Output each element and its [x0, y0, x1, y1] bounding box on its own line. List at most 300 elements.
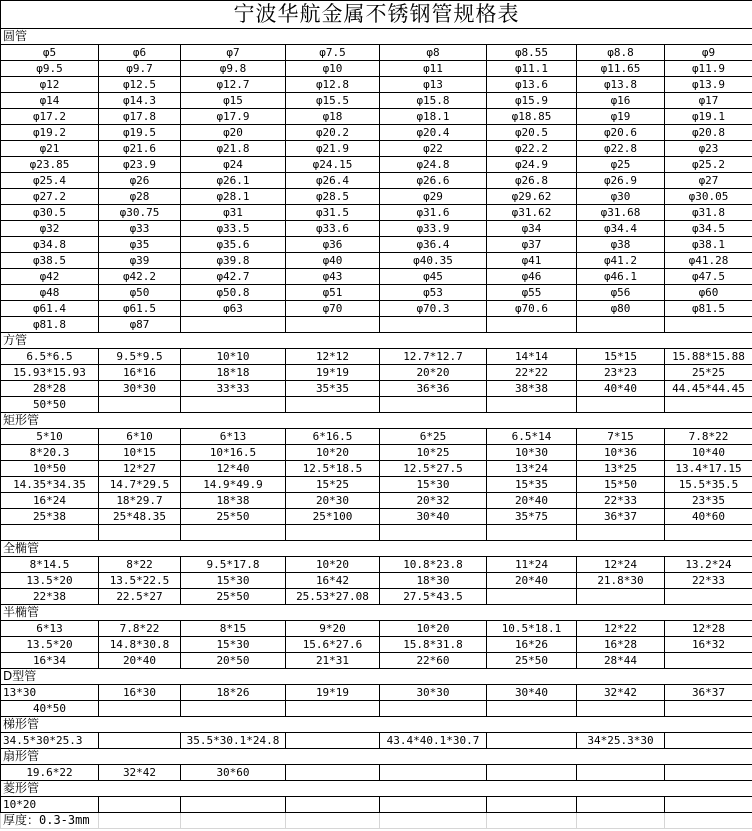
spec-cell: 12*12: [286, 349, 380, 365]
section-row-square-pipe: [1, 333, 752, 349]
spec-cell: φ12.7: [181, 77, 286, 93]
spec-cell: φ8: [380, 45, 487, 61]
spec-cell: φ42: [1, 269, 99, 285]
spec-cell: 20*40: [487, 493, 577, 509]
spec-cell: 20*32: [380, 493, 487, 509]
spec-cell: 35*75: [487, 509, 577, 525]
spec-cell: [380, 397, 487, 413]
spec-cell: φ20.4: [380, 125, 487, 141]
spec-cell: φ14: [1, 93, 99, 109]
spec-cell: [487, 525, 577, 541]
spec-cell: 43.4*40.1*30.7: [380, 733, 487, 749]
spec-cell: 38*38: [487, 381, 577, 397]
spec-table-body: [1, 29, 752, 813]
spec-cell: φ36: [286, 237, 380, 253]
spec-cell: 40*40: [577, 381, 665, 397]
spec-cell: φ11.1: [487, 61, 577, 77]
spec-cell: [487, 589, 577, 605]
spec-cell: φ24: [181, 157, 286, 173]
spec-cell: φ29: [380, 189, 487, 205]
section-label-round-pipe: 圆管: [1, 29, 752, 45]
spec-cell: 22*22: [487, 365, 577, 381]
spec-cell: φ5: [1, 45, 99, 61]
spec-cell: [380, 701, 487, 717]
spec-row: [1, 77, 752, 93]
spec-cell: 36*37: [577, 509, 665, 525]
spec-cell: 15.93*15.93: [1, 365, 99, 381]
spec-cell: φ30.75: [99, 205, 181, 221]
spec-cell: φ13.6: [487, 77, 577, 93]
spec-cell: φ26.1: [181, 173, 286, 189]
spec-row: [1, 205, 752, 221]
spec-cell: 19.6*22: [1, 765, 99, 781]
spec-cell: φ19.5: [99, 125, 181, 141]
spec-row: [1, 525, 752, 541]
spec-cell: φ7: [181, 45, 286, 61]
spec-row: [1, 317, 752, 333]
spec-cell: [665, 589, 752, 605]
spec-cell: 25*38: [1, 509, 99, 525]
spec-cell: φ24.8: [380, 157, 487, 173]
spec-cell: φ18: [286, 109, 380, 125]
spec-cell: 16*32: [665, 637, 752, 653]
spec-cell: [1, 525, 99, 541]
spec-cell: 6*10: [99, 429, 181, 445]
spec-cell: 28*44: [577, 653, 665, 669]
spec-cell: φ12: [1, 77, 99, 93]
spec-cell: φ35: [99, 237, 181, 253]
footer-empty-cell: [181, 813, 286, 829]
spec-cell: φ45: [380, 269, 487, 285]
spec-cell: [181, 525, 286, 541]
spec-row: [1, 797, 752, 813]
spec-cell: [665, 765, 752, 781]
spec-cell: 6*16.5: [286, 429, 380, 445]
spec-cell: 15.5*35.5: [665, 477, 752, 493]
spec-cell: [665, 701, 752, 717]
spec-cell: 13.4*17.15: [665, 461, 752, 477]
spec-row: [1, 237, 752, 253]
spec-cell: 14*14: [487, 349, 577, 365]
spec-cell: 22.5*27: [99, 589, 181, 605]
spec-cell: 40*50: [1, 701, 99, 717]
spec-row: [1, 285, 752, 301]
spec-cell: [286, 797, 380, 813]
spec-cell: φ33.6: [286, 221, 380, 237]
spec-cell: 36*37: [665, 685, 752, 701]
spec-row: [1, 269, 752, 285]
spec-cell: 15*35: [487, 477, 577, 493]
spec-cell: 25*48.35: [99, 509, 181, 525]
section-label-trapezoid-pipe: 梯形管: [1, 717, 752, 733]
spec-cell: 13.2*24: [665, 557, 752, 573]
spec-row: [1, 349, 752, 365]
spec-row: [1, 493, 752, 509]
spec-cell: 28*28: [1, 381, 99, 397]
spec-cell: [487, 797, 577, 813]
spec-row: [1, 701, 752, 717]
spec-cell: 14.35*34.35: [1, 477, 99, 493]
spec-cell: [380, 797, 487, 813]
spec-cell: φ24.9: [487, 157, 577, 173]
spec-cell: φ31: [181, 205, 286, 221]
spec-cell: φ20: [181, 125, 286, 141]
spec-cell: 22*60: [380, 653, 487, 669]
spec-cell: 18*30: [380, 573, 487, 589]
spec-cell: 10*16.5: [181, 445, 286, 461]
spec-cell: φ11.65: [577, 61, 665, 77]
spec-cell: 13*24: [487, 461, 577, 477]
section-row-trapezoid-pipe: [1, 717, 752, 733]
spec-cell: 10*50: [1, 461, 99, 477]
spec-cell: 15.8*31.8: [380, 637, 487, 653]
spec-cell: φ30: [577, 189, 665, 205]
spec-cell: φ39.8: [181, 253, 286, 269]
footer-empty-cell: [380, 813, 487, 829]
spec-cell: [286, 317, 380, 333]
thickness-row: [1, 813, 752, 829]
spec-cell: [577, 797, 665, 813]
spec-cell: φ10: [286, 61, 380, 77]
spec-cell: φ26.6: [380, 173, 487, 189]
spec-row: [1, 477, 752, 493]
spec-cell: 22*38: [1, 589, 99, 605]
spec-cell: 18*26: [181, 685, 286, 701]
spec-cell: 15*30: [181, 637, 286, 653]
spec-cell: [286, 733, 380, 749]
section-label-half-oval-pipe: 半椭管: [1, 605, 752, 621]
spec-cell: φ15: [181, 93, 286, 109]
spec-cell: φ31.68: [577, 205, 665, 221]
spec-cell: 12*24: [577, 557, 665, 573]
spec-cell: 12*28: [665, 621, 752, 637]
spec-cell: φ87: [99, 317, 181, 333]
spec-cell: 7.8*22: [99, 621, 181, 637]
spec-cell: 21.8*30: [577, 573, 665, 589]
spec-cell: [487, 765, 577, 781]
spec-cell: φ31.6: [380, 205, 487, 221]
spec-cell: 8*20.3: [1, 445, 99, 461]
spec-cell: 18*29.7: [99, 493, 181, 509]
spec-cell: 8*14.5: [1, 557, 99, 573]
spec-cell: φ60: [665, 285, 752, 301]
spec-cell: 12*40: [181, 461, 286, 477]
spec-cell: 10*25: [380, 445, 487, 461]
spec-cell: φ43: [286, 269, 380, 285]
spec-cell: 30*40: [380, 509, 487, 525]
spec-cell: 10*20: [286, 557, 380, 573]
spec-cell: [577, 765, 665, 781]
spec-cell: φ20.8: [665, 125, 752, 141]
spec-cell: 10*15: [99, 445, 181, 461]
spec-cell: 44.45*44.45: [665, 381, 752, 397]
spec-cell: [99, 733, 181, 749]
spec-cell: 15.6*27.6: [286, 637, 380, 653]
spec-row: [1, 509, 752, 525]
section-row-half-oval-pipe: [1, 605, 752, 621]
spec-cell: 14.7*29.5: [99, 477, 181, 493]
spec-cell: 5*10: [1, 429, 99, 445]
spec-cell: [665, 397, 752, 413]
spec-cell: 16*24: [1, 493, 99, 509]
spec-cell: 34.5*30*25.3: [1, 733, 99, 749]
spec-row: [1, 685, 752, 701]
spec-cell: φ20.2: [286, 125, 380, 141]
spec-cell: φ25: [577, 157, 665, 173]
spec-row: [1, 733, 752, 749]
spec-row: [1, 397, 752, 413]
spec-cell: 6*13: [181, 429, 286, 445]
spec-cell: φ38.1: [665, 237, 752, 253]
spec-cell: 10*20: [1, 797, 99, 813]
spec-row: [1, 573, 752, 589]
spec-cell: φ34.4: [577, 221, 665, 237]
spec-row: [1, 429, 752, 445]
spec-cell: 23*23: [577, 365, 665, 381]
spec-row: [1, 557, 752, 573]
spec-cell: [487, 397, 577, 413]
spec-cell: 10*10: [181, 349, 286, 365]
spec-row: [1, 461, 752, 477]
spec-cell: [380, 317, 487, 333]
footer-empty-cell: [577, 813, 665, 829]
spec-cell: φ11.9: [665, 61, 752, 77]
spec-cell: 9.5*17.8: [181, 557, 286, 573]
spec-cell: φ14.3: [99, 93, 181, 109]
spec-cell: 25*50: [181, 589, 286, 605]
spec-cell: φ36.4: [380, 237, 487, 253]
spec-cell: [380, 765, 487, 781]
spec-cell: φ34.5: [665, 221, 752, 237]
spec-row: [1, 621, 752, 637]
spec-cell: 12*27: [99, 461, 181, 477]
spec-cell: [181, 701, 286, 717]
spec-cell: 25*50: [487, 653, 577, 669]
spec-row: [1, 365, 752, 381]
spec-cell: φ42.7: [181, 269, 286, 285]
spec-cell: φ18.1: [380, 109, 487, 125]
section-row-d-type-pipe: [1, 669, 752, 685]
spec-cell: φ17.8: [99, 109, 181, 125]
spec-cell: 10*40: [665, 445, 752, 461]
section-label-d-type-pipe: D型管: [1, 669, 752, 685]
spec-cell: 9.5*9.5: [99, 349, 181, 365]
spec-cell: φ40.35: [380, 253, 487, 269]
spec-cell: φ8.55: [487, 45, 577, 61]
spec-cell: φ70: [286, 301, 380, 317]
spec-cell: [181, 397, 286, 413]
spec-cell: 15*15: [577, 349, 665, 365]
spec-cell: 30*30: [99, 381, 181, 397]
spec-cell: 30*40: [487, 685, 577, 701]
spec-cell: 10.5*18.1: [487, 621, 577, 637]
spec-cell: 12.5*27.5: [380, 461, 487, 477]
spec-cell: 25.53*27.08: [286, 589, 380, 605]
spec-cell: φ37: [487, 237, 577, 253]
section-row-sector-pipe: [1, 749, 752, 765]
spec-cell: [99, 397, 181, 413]
spec-cell: 10*20: [286, 445, 380, 461]
spec-cell: φ30.5: [1, 205, 99, 221]
spec-cell: φ33.5: [181, 221, 286, 237]
footer-empty-cell: [99, 813, 181, 829]
spec-cell: φ15.8: [380, 93, 487, 109]
section-row-round-pipe: [1, 29, 752, 45]
spec-row: [1, 125, 752, 141]
spec-cell: 10*20: [380, 621, 487, 637]
spec-cell: 12.5*18.5: [286, 461, 380, 477]
spec-cell: [99, 701, 181, 717]
spec-cell: 10.8*23.8: [380, 557, 487, 573]
spec-cell: φ15.9: [487, 93, 577, 109]
spec-cell: φ34.8: [1, 237, 99, 253]
spec-cell: 19*19: [286, 685, 380, 701]
spec-cell: φ31.5: [286, 205, 380, 221]
spec-cell: φ24.15: [286, 157, 380, 173]
spec-cell: [665, 797, 752, 813]
spec-cell: φ21.6: [99, 141, 181, 157]
spec-cell: φ6: [99, 45, 181, 61]
spec-row: [1, 765, 752, 781]
spec-cell: 16*26: [487, 637, 577, 653]
spec-cell: φ23: [665, 141, 752, 157]
spec-cell: [181, 797, 286, 813]
spec-row: [1, 221, 752, 237]
footer-body: [1, 813, 752, 829]
spec-cell: 14.8*30.8: [99, 637, 181, 653]
spec-cell: φ33.9: [380, 221, 487, 237]
spec-cell: φ15.5: [286, 93, 380, 109]
spec-cell: φ27.2: [1, 189, 99, 205]
spec-cell: 12.7*12.7: [380, 349, 487, 365]
section-label-full-oval-pipe: 全椭管: [1, 541, 752, 557]
spec-cell: [577, 397, 665, 413]
section-row-rectangular-pipe: [1, 413, 752, 429]
thickness-note: 厚度：0.3-3mm: [1, 813, 99, 829]
spec-cell: φ17: [665, 93, 752, 109]
spec-cell: φ26.8: [487, 173, 577, 189]
spec-cell: φ8.8: [577, 45, 665, 61]
spec-row: [1, 45, 752, 61]
spec-cell: 15.88*15.88: [665, 349, 752, 365]
spec-cell: 23*35: [665, 493, 752, 509]
spec-cell: 22*33: [577, 493, 665, 509]
spec-row: [1, 173, 752, 189]
spec-cell: 7.8*22: [665, 429, 752, 445]
spec-cell: φ28.5: [286, 189, 380, 205]
spec-row: [1, 381, 752, 397]
spec-cell: φ46.1: [577, 269, 665, 285]
spec-cell: φ25.4: [1, 173, 99, 189]
spec-cell: 30*60: [181, 765, 286, 781]
spec-cell: 9*20: [286, 621, 380, 637]
spec-cell: 7*15: [577, 429, 665, 445]
spec-cell: 16*42: [286, 573, 380, 589]
spec-cell: 6.5*14: [487, 429, 577, 445]
spec-cell: φ39: [99, 253, 181, 269]
spec-row: [1, 141, 752, 157]
spec-cell: φ38.5: [1, 253, 99, 269]
footer-empty-cell: [665, 813, 752, 829]
spec-cell: 33*33: [181, 381, 286, 397]
spec-cell: φ19: [577, 109, 665, 125]
spec-cell: φ32: [1, 221, 99, 237]
spec-cell: 13*30: [1, 685, 99, 701]
spec-cell: 15*30: [380, 477, 487, 493]
spec-cell: [577, 525, 665, 541]
spec-cell: 16*28: [577, 637, 665, 653]
spec-cell: φ70.6: [487, 301, 577, 317]
spec-cell: 6*13: [1, 621, 99, 637]
spec-cell: [487, 701, 577, 717]
spec-cell: φ26.9: [577, 173, 665, 189]
spec-cell: 13*25: [577, 461, 665, 477]
spec-cell: φ50: [99, 285, 181, 301]
spec-cell: 16*16: [99, 365, 181, 381]
spec-cell: 21*31: [286, 653, 380, 669]
spec-cell: φ25.2: [665, 157, 752, 173]
spec-cell: [286, 525, 380, 541]
spec-cell: φ51: [286, 285, 380, 301]
spec-cell: φ20.5: [487, 125, 577, 141]
spec-cell: φ41.28: [665, 253, 752, 269]
spec-cell: φ26.4: [286, 173, 380, 189]
spec-cell: φ34: [487, 221, 577, 237]
spec-cell: [487, 317, 577, 333]
spec-cell: 34*25.3*30: [577, 733, 665, 749]
spec-cell: φ19.1: [665, 109, 752, 125]
spec-cell: [286, 701, 380, 717]
spec-cell: φ63: [181, 301, 286, 317]
spec-cell: 16*30: [99, 685, 181, 701]
spec-cell: φ48: [1, 285, 99, 301]
spec-row: [1, 653, 752, 669]
spec-cell: φ23.9: [99, 157, 181, 173]
spec-cell: φ28: [99, 189, 181, 205]
spec-cell: 25*50: [181, 509, 286, 525]
spec-cell: φ21.8: [181, 141, 286, 157]
spec-cell: [665, 317, 752, 333]
spec-cell: φ70.3: [380, 301, 487, 317]
spec-cell: φ20.6: [577, 125, 665, 141]
spec-cell: φ47.5: [665, 269, 752, 285]
section-label-sector-pipe: 扇形管: [1, 749, 752, 765]
spec-cell: 22*33: [665, 573, 752, 589]
spec-cell: φ9.7: [99, 61, 181, 77]
spec-cell: φ13.8: [577, 77, 665, 93]
spec-cell: 30*30: [380, 685, 487, 701]
spec-row: [1, 93, 752, 109]
spec-row: [1, 189, 752, 205]
spec-row: [1, 253, 752, 269]
spec-cell: φ12.5: [99, 77, 181, 93]
spec-cell: φ7.5: [286, 45, 380, 61]
spec-cell: φ55: [487, 285, 577, 301]
spec-cell: [181, 317, 286, 333]
spec-cell: φ9.8: [181, 61, 286, 77]
spec-cell: 14.9*49.9: [181, 477, 286, 493]
spec-cell: [487, 733, 577, 749]
spec-cell: 35.5*30.1*24.8: [181, 733, 286, 749]
spec-cell: φ16: [577, 93, 665, 109]
spec-cell: 6.5*6.5: [1, 349, 99, 365]
spec-cell: 6*25: [380, 429, 487, 445]
spec-cell: φ26: [99, 173, 181, 189]
spec-cell: 25*25: [665, 365, 752, 381]
spec-cell: 13.5*20: [1, 637, 99, 653]
title-row: [1, 1, 752, 29]
spec-cell: 18*38: [181, 493, 286, 509]
